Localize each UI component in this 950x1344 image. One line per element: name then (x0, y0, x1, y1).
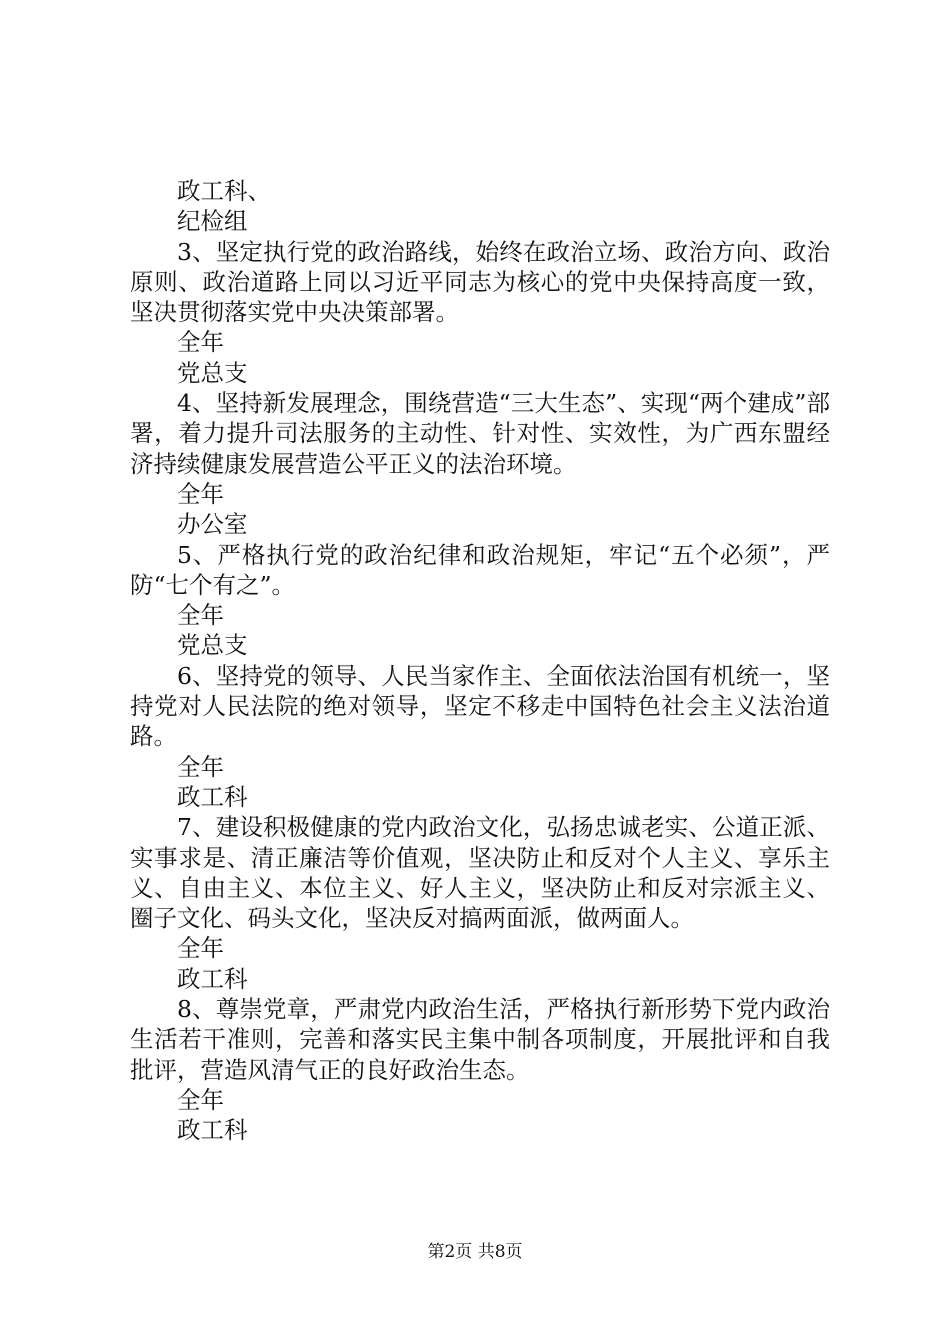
dept-line: 政工科、 (177, 177, 271, 205)
item-paragraph-3: 3、坚定执行党的政治路线，始终在政治立场、政治方向、政治原则、政治道路上同以习近平同志为核心的党中央保持高度一致，坚决贯彻落实党中央决策部署。 (130, 237, 830, 327)
dept-line: 纪检组 (177, 207, 248, 236)
time-line: 全年 (177, 1085, 224, 1114)
item-paragraph-6: 6、坚持党的领导、人民当家作主、全面依法治国有机统一，坚持党对人民法院的绝对领导，坚定不移走中国特色社会主义法治道路。 (130, 661, 830, 751)
time-line: 全年 (177, 479, 224, 508)
time-line: 全年 (177, 934, 224, 963)
dept-line: 政工科 (177, 1116, 248, 1145)
dept-line: 政工科 (177, 964, 248, 993)
time-line: 全年 (177, 328, 224, 357)
dept-line: 办公室 (177, 510, 248, 539)
time-line: 全年 (177, 752, 224, 781)
item-paragraph-4: 4、坚持新发展理念，围绕营造“三大生态”、实现“两个建成”部署，着力提升司法服务的主动性、针对性、实效性，为广西东盟经济持续健康发展营造公平正义的法治环境。 (130, 389, 830, 478)
item-paragraph-5: 5、严格执行党的政治纪律和政治规矩，牢记“五个必须”，严防“七个有之”。 (130, 540, 830, 599)
dept-line: 党总支 (177, 358, 248, 387)
dept-line: 党总支 (177, 631, 248, 660)
page-number-footer: 第2页 共8页 (427, 1242, 523, 1262)
time-line: 全年 (177, 601, 224, 630)
dept-line: 政工科 (177, 782, 248, 811)
document-body (130, 176, 830, 1146)
item-paragraph-7: 7、建设积极健康的党内政治文化，弘扬忠诚老实、公道正派、实事求是、清正廉洁等价值观，坚决防止和反对个人主义、享乐主义、自由主义、本位主义、好人主义，坚决防止和反对宗派主义、圈子文化、码头文化，坚决反对搞两面派，做两面人。 (130, 813, 830, 933)
item-paragraph-8: 8、尊崇党章，严肃党内政治生活，严格执行新形势下党内政治生活若干准则，完善和落实民主集中制各项制度，开展批评和自我批评，营造风清气正的良好政治生态。 (130, 995, 830, 1084)
